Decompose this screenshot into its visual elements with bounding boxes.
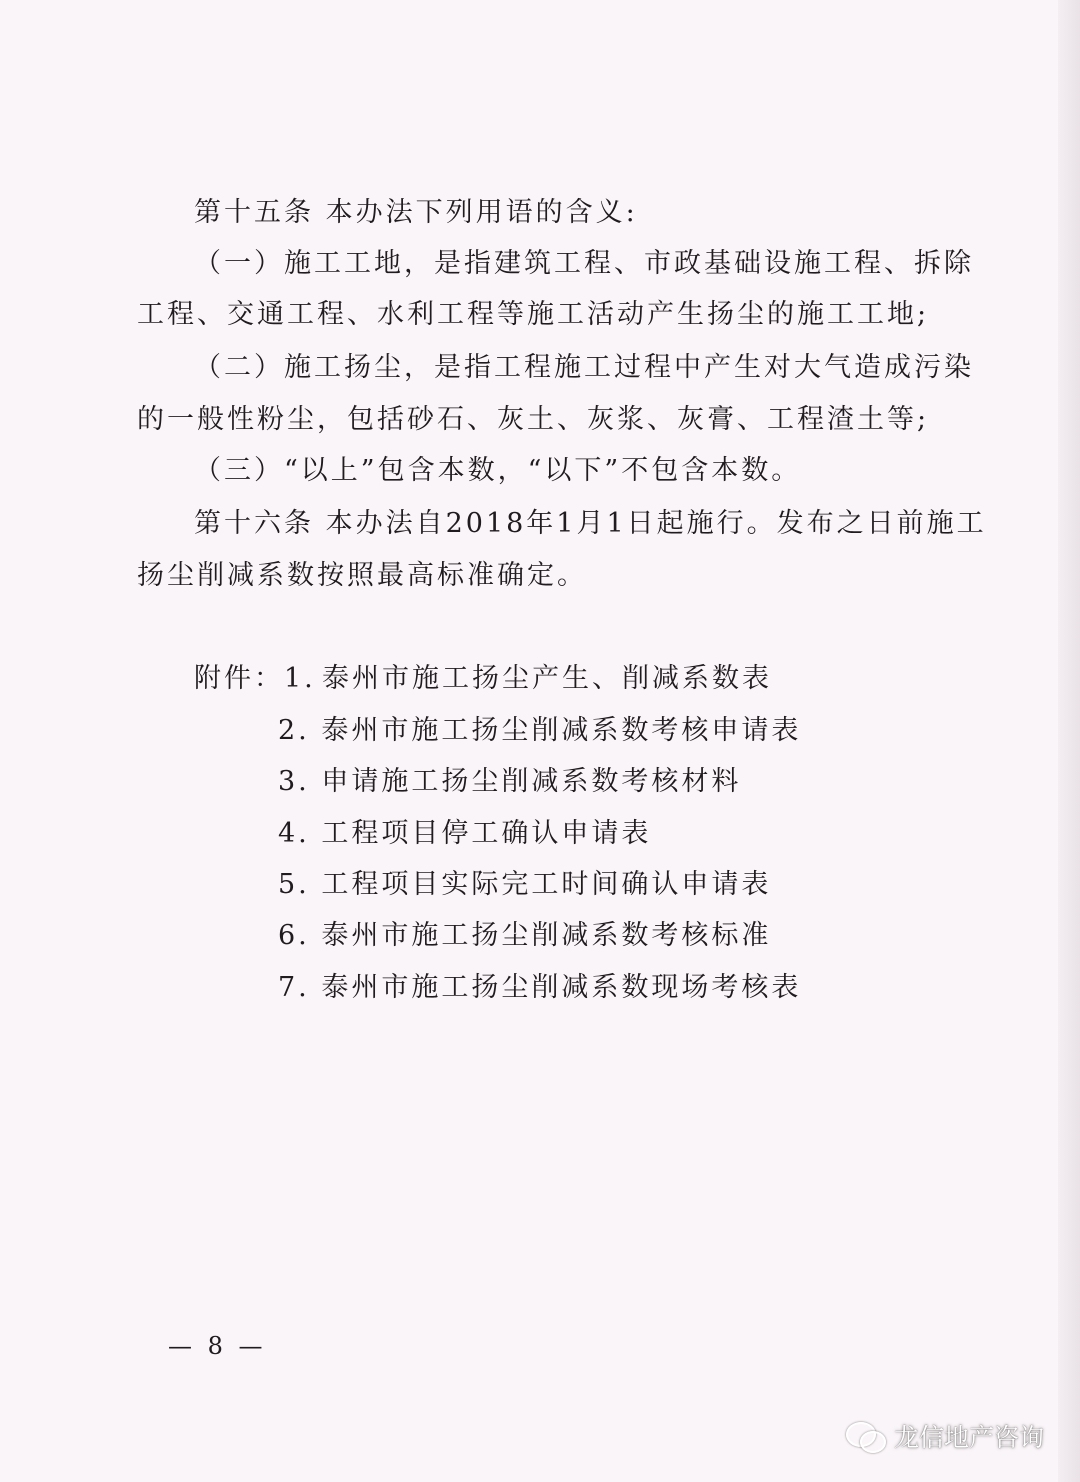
definition-3: （三）“以上”包含本数，“以下”不包含本数。 [194, 455, 802, 486]
article-15-heading: 第十五条 本办法下列用语的含义: [194, 197, 638, 228]
attachment-item: 7. 泰州市施工扬尘削减系数现场考核表 [278, 972, 802, 1003]
wechat-watermark [846, 1418, 1044, 1454]
attachments-label: 附件：1. [194, 663, 316, 694]
definition-1-line-1: （一）施工工地，是指建筑工程、市政基础设施工程、拆除 [194, 248, 974, 279]
attachment-item: 3. 申请施工扬尘削减系数考核材料 [278, 766, 742, 797]
attachment-item: 4. 工程项目停工确认申请表 [278, 818, 652, 849]
page-edge [1058, 0, 1080, 1482]
article-16-line-2: 扬尘削减系数按照最高标准确定。 [137, 560, 587, 591]
definition-1-line-2: 工程、交通工程、水利工程等施工活动产生扬尘的施工工地; [137, 299, 930, 330]
attachment-item: 5. 工程项目实际完工时间确认申请表 [278, 869, 772, 900]
attachment-item: 泰州市施工扬尘产生、削减系数表 [322, 663, 772, 694]
definition-2-line-1: （二）施工扬尘，是指工程施工过程中产生对大气造成污染 [194, 352, 974, 383]
watermark-text: 龙信地产咨询 [893, 1423, 1044, 1452]
attachment-item: 6. 泰州市施工扬尘削减系数考核标准 [278, 920, 772, 951]
definition-2-line-2: 的一般性粉尘，包括砂石、灰土、灰浆、灰膏、工程渣土等; [137, 404, 930, 435]
page-number: — 8 — [168, 1332, 267, 1360]
wechat-icon [846, 1420, 886, 1452]
attachment-item: 2. 泰州市施工扬尘削减系数考核申请表 [278, 715, 802, 746]
article-16-line-1: 第十六条 本办法自2018年1月1日起施行。发布之日前施工 [194, 508, 987, 539]
